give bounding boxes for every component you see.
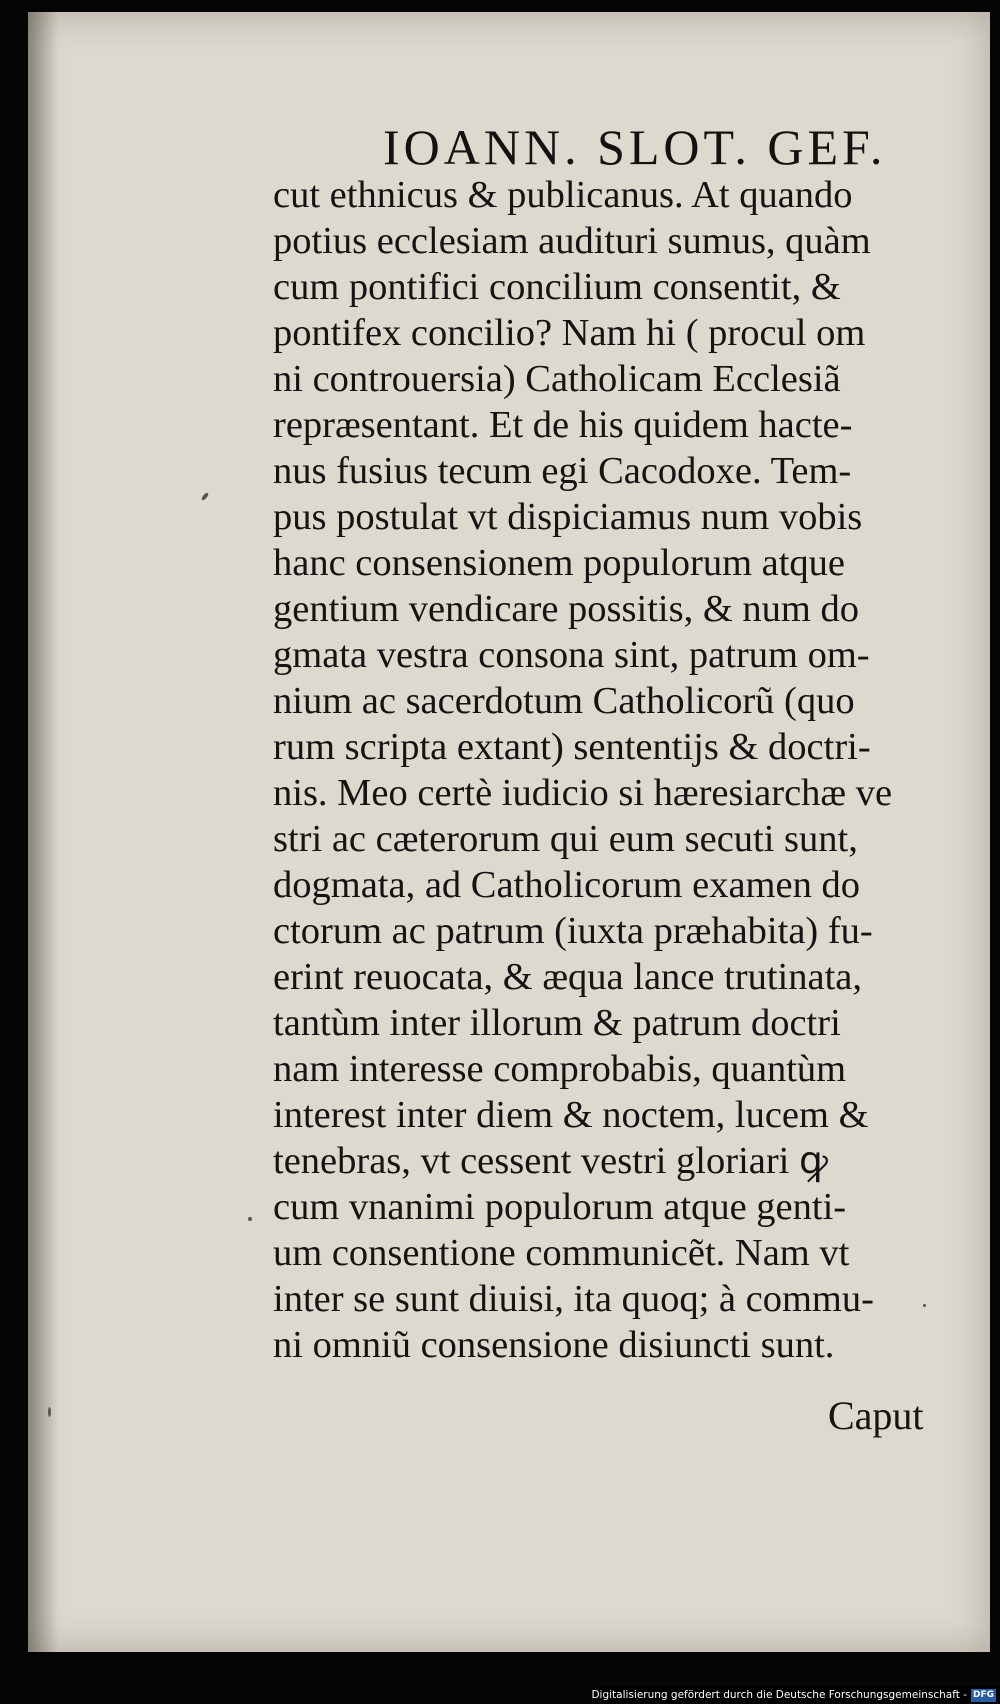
footer-credit: Digitalisierung gefördert durch die Deutsche Forschungsgemeinschaft - — [591, 1689, 967, 1701]
text-line: pus postulat vt dispiciamus num vobis — [273, 496, 863, 538]
text-line: nis. Meo certè iudicio si hæresiarchæ ve — [273, 772, 893, 814]
ink-speck — [923, 1304, 926, 1307]
text-line: cum vnanimi populorum atque genti- — [273, 1186, 847, 1228]
text-line: erint reuocata, & æqua lance trutinata, — [273, 956, 863, 998]
ink-speck — [48, 1407, 51, 1417]
text-line: tantùm inter illorum & patrum doctri — [273, 1002, 841, 1044]
text-line: ni omniũ consensione disiuncti sunt. — [273, 1324, 835, 1366]
text-line: potius ecclesiam audituri sumus, quàm — [273, 220, 871, 262]
running-title: IOANN. SLOT. GEF. — [383, 119, 887, 175]
text-line: pontifex concilio? Nam hi ( procul om — [273, 312, 866, 354]
body-text — [273, 172, 963, 1368]
text-line: inter se sunt diuisi, ita quoq; à commu- — [273, 1278, 874, 1320]
text-line: stri ac cæterorum qui eum secuti sunt, — [273, 818, 858, 860]
text-line: nam interesse comprobabis, quantùm — [273, 1048, 847, 1090]
text-line: nus fusius tecum egi Cacodoxe. Tem- — [273, 450, 852, 492]
text-line: dogmata, ad Catholicorum examen do — [273, 864, 860, 906]
book-page — [28, 12, 990, 1652]
digitization-footer — [591, 1686, 1000, 1704]
ink-speck — [201, 492, 210, 501]
text-line: nium ac sacerdotum Catholicorũ (quo — [273, 680, 855, 722]
text-line: ni controuersia) Catholicam Ecclesiã — [273, 358, 841, 400]
text-line: um consentione communicẽt. Nam vt — [273, 1232, 850, 1274]
text-line: repræsentant. Et de his quidem hacte- — [273, 404, 853, 446]
dfg-logo: DFG — [972, 1689, 994, 1700]
catchword: Caput — [828, 1393, 924, 1438]
text-line: tenebras, vt cessent vestri gloriari ꝙ — [273, 1140, 828, 1182]
text-line: interest inter diem & noctem, lucem & — [273, 1094, 869, 1136]
text-line: gmata vestra consona sint, patrum om- — [273, 634, 870, 676]
text-line: rum scripta extant) sententijs & doctri- — [273, 726, 871, 768]
ink-speck — [248, 1217, 252, 1221]
text-line: ctorum ac patrum (iuxta præhabita) fu- — [273, 910, 873, 952]
text-line: cum pontifici concilium consentit, & — [273, 266, 841, 308]
text-line: gentium vendicare possitis, & num do — [273, 588, 859, 630]
text-line: hanc consensionem populorum atque — [273, 542, 846, 584]
text-line: cut ethnicus & publicanus. At quando — [273, 174, 853, 216]
